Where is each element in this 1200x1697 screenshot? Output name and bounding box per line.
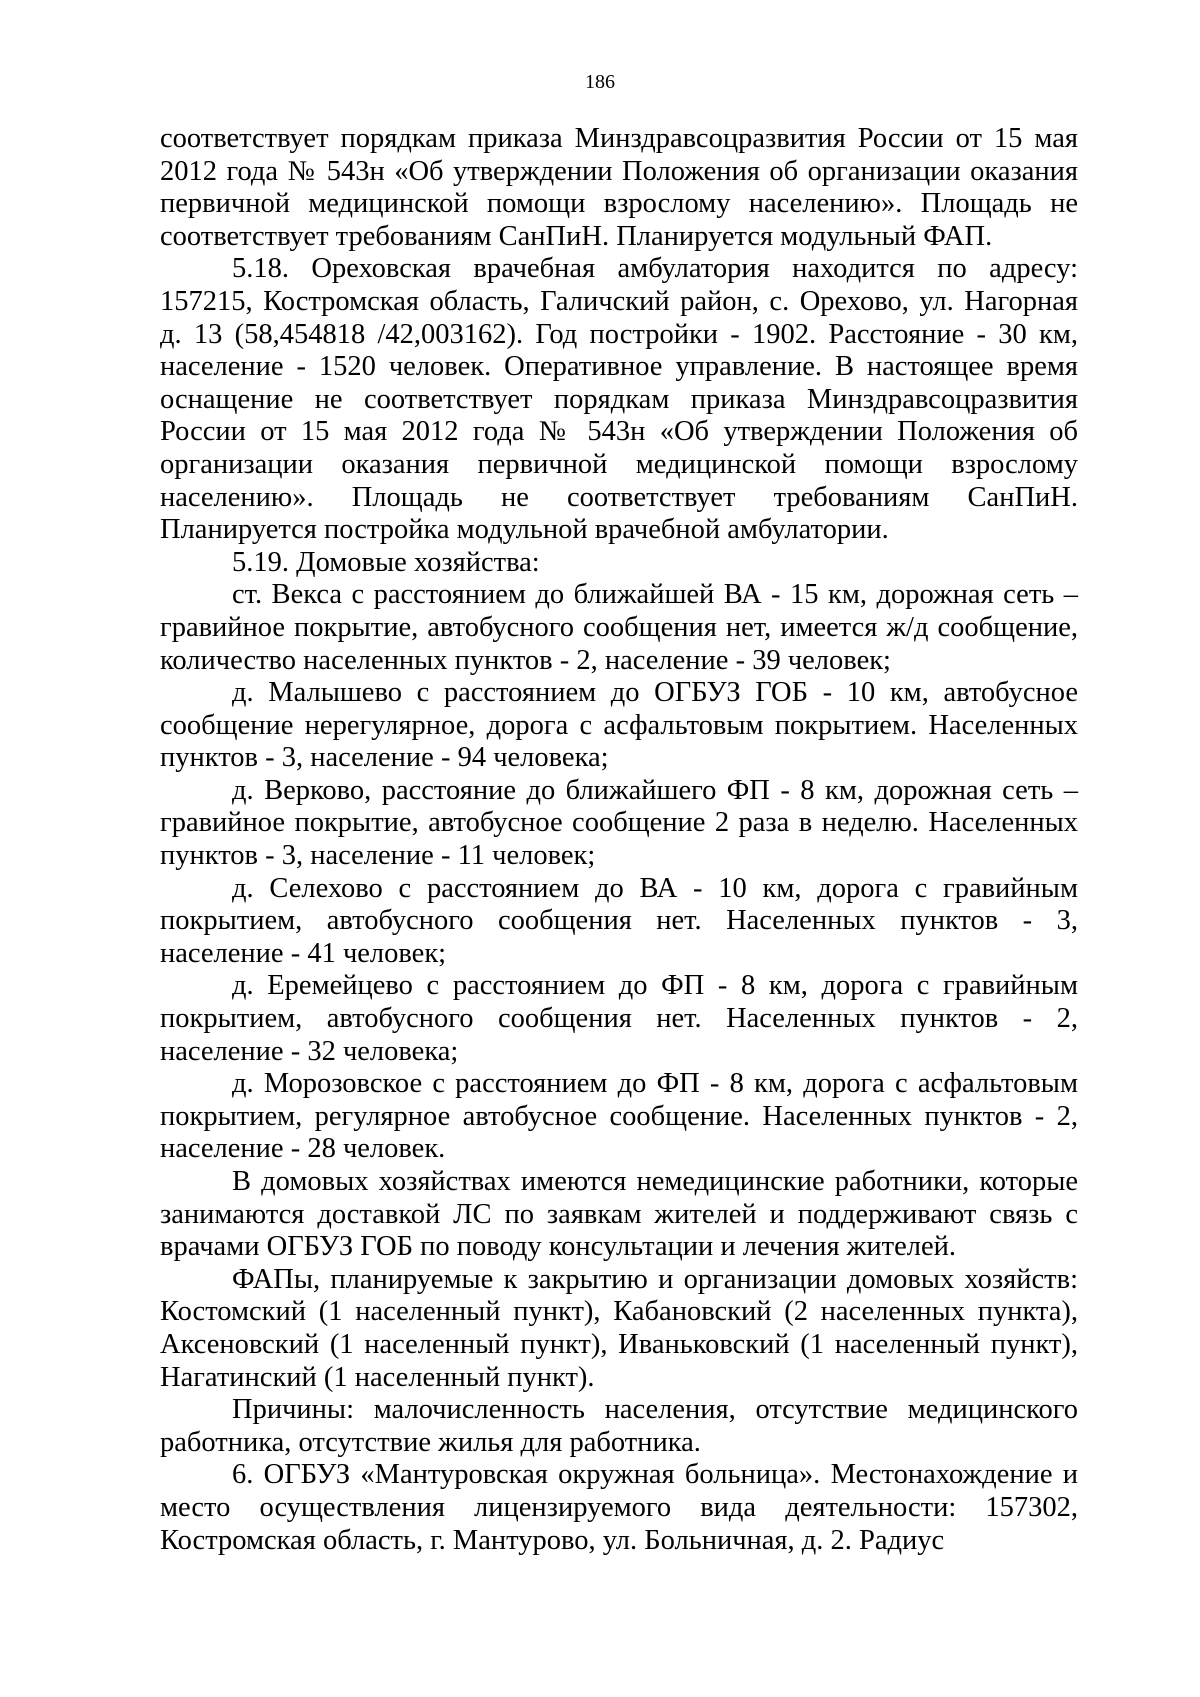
paragraph: д. Малышево с расстоянием до ОГБУЗ ГОБ - 10 км, автобусное сообщение нерегулярное, дорога с асфальтовым покрытием. Населенных пунктов - 3, население - 94 человека;	[160, 677, 1078, 774]
page-number: 186	[585, 71, 615, 93]
paragraph: 6. ОГБУЗ «Мантуровская окружная больница». Местонахождение и место осуществления лицензируемого вида деятельности: 157302, Костромская область, г. Мантурово, ул. Больничная, д. 2. Радиус	[160, 1459, 1078, 1556]
paragraph: ст. Векса с расстоянием до ближайшей ВА - 15 км, дорожная сеть – гравийное покрытие, автобусного сообщения нет, имеется ж/д сообщение, количество населенных пунктов - 2, население - 39 человек;	[160, 579, 1078, 676]
paragraph: д. Селехово с расстоянием до ВА - 10 км, дорога с гравийным покрытием, автобусного сообщения нет. Населенных пунктов - 3, население - 41 человек;	[160, 872, 1078, 969]
paragraph: д. Еремейцево с расстоянием до ФП - 8 км, дорога с гравийным покрытием, автобусного сообщения нет. Населенных пунктов - 2, население - 32 человека;	[160, 970, 1078, 1067]
paragraph: Причины: малочисленность населения, отсутствие медицинского работника, отсутствие жилья для работника.	[160, 1394, 1078, 1458]
body-text	[160, 123, 1078, 1557]
paragraph: ФАПы, планируемые к закрытию и организации домовых хозяйств: Костомский (1 населенный пункт), Кабановский (2 населенных пункта), Аксеновский (1 населенный пункт), Иваньковский (1 населенный пункт), Нагатинский (1 населенный пункт).	[160, 1263, 1078, 1393]
paragraph: 5.18. Ореховская врачебная амбулатория находится по адресу: 157215, Костромская область, Галичский район, с. Орехово, ул. Нагорная д. 13 (58,454818 /42,003162). Год постройки - 1902. Расстояние - 30 км, население - 1520 человек. Оперативное управление. В настоящее время оснащение не соответствует порядкам приказа Минздравсоцразвития России от 15 мая 2012 года № 543н «Об утверждении Положения об организации оказания первичной медицинской помощи взрослому населению». Площадь не соответствует требованиям СанПиН. Планируется постройка модульной врачебной амбулатории.	[160, 253, 1078, 546]
paragraph: д. Морозовское с расстоянием до ФП - 8 км, дорога с асфальтовым покрытием, регулярное автобусное сообщение. Населенных пунктов - 2, население - 28 человек.	[160, 1068, 1078, 1165]
paragraph: 5.19. Домовые хозяйства:	[232, 546, 540, 578]
paragraph: д. Верково, расстояние до ближайшего ФП - 8 км, дорожная сеть – гравийное покрытие, автобусное сообщение 2 раза в неделю. Населенных пунктов - 3, население - 11 человек;	[160, 774, 1078, 872]
paragraph: соответствует порядкам приказа Минздравсоцразвития России от 15 мая 2012 года № 543н «Об утверждении Положения об организации оказания первичной медицинской помощи взрослому населению». Площадь не соответствует требованиям СанПиН. Планируется модульный ФАП.	[160, 123, 1078, 252]
paragraph: В домовых хозяйствах имеются немедицинские работники, которые занимаются доставкой ЛС по заявкам жителей и поддерживают связь с врачами ОГБУЗ ГОБ по поводу консультации и лечения жителей.	[160, 1166, 1078, 1263]
